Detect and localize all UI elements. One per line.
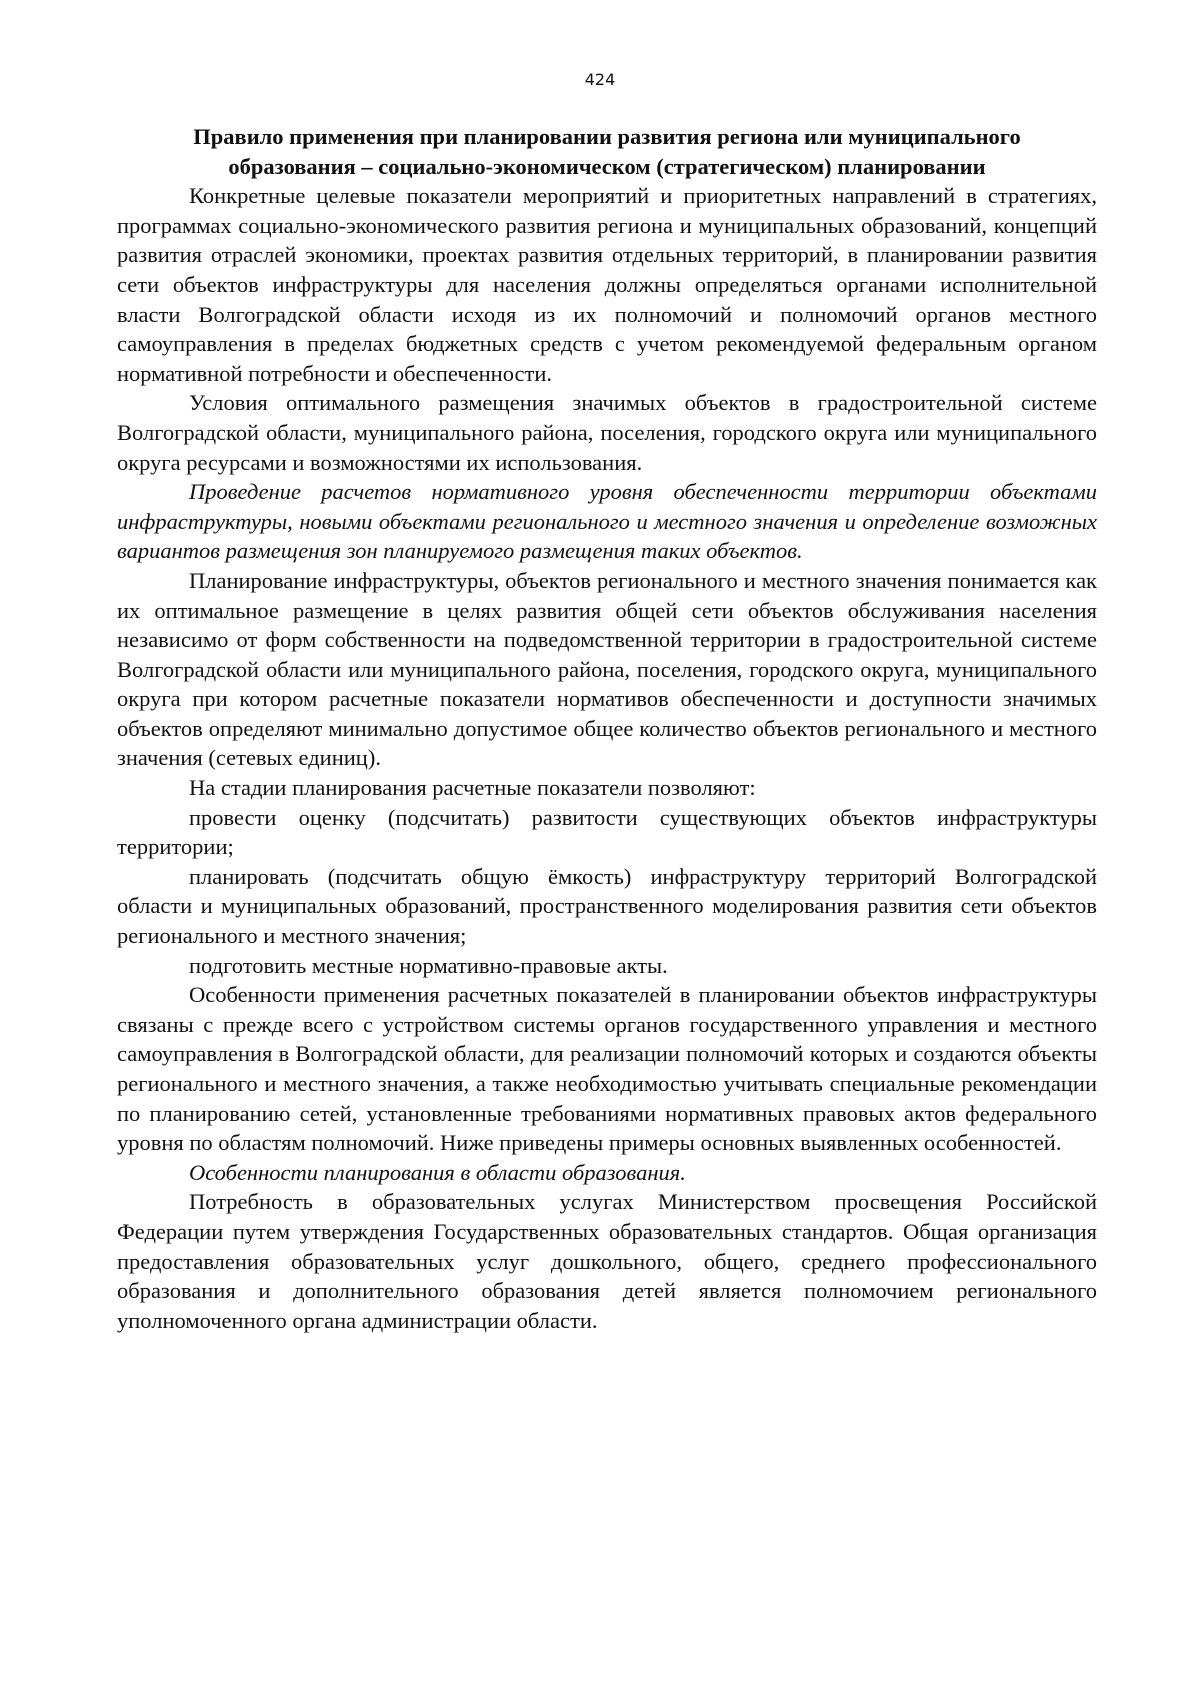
subheading-education-planning: Особенности планирования в области образования.: [189, 1159, 686, 1185]
section-heading: [117, 122, 1097, 181]
section-heading-line-1: Правило применения при планировании развития региона или муниципального: [193, 124, 1021, 149]
paragraph-planning-stage-intro: На стадии планирования расчетные показатели позволяют:: [189, 775, 756, 801]
paragraph-normative-calculations: Проведение расчетов нормативного уровня обеспеченности территории объектами инфраструктуры, новыми объектами регионального и местного значения и определение возможных вариантов размещения зон планируемого размещения таких объектов.: [117, 479, 1097, 564]
paragraph-optimal-placement-conditions: Условия оптимального размещения значимых объектов в градостроительной системе Волгоградской области, муниципального района, поселения, городского округа или муниципального округа ресурсами и возможностями их использования.: [117, 390, 1097, 475]
paragraph-application-features: Особенности применения расчетных показателей в планировании объектов инфраструктуры связаны с прежде всего с устройством системы органов государственного управления и местного самоуправления в Волгоградской области, для реализации полномочий которых и создаются объекты регионального и местного значения, а также необходимостью учитывать специальные рекомендации по планированию сетей, установленные требованиями нормативных правовых актов федерального уровня по областям полномочий. Ниже приведены примеры основных выявленных особенностей.: [117, 982, 1097, 1156]
document-body: [117, 122, 1097, 1335]
page-number: 424: [584, 70, 616, 89]
list-item-assess-development: провести оценку (подсчитать) развитости существующих объектов инфраструктуры территории;: [117, 804, 1097, 860]
list-item-plan-capacity: планировать (подсчитать общую ёмкость) инфраструктуру территорий Волгоградской области и муниципальных образований, пространственного моделирования развития сети объектов регионального и местного значения;: [117, 863, 1097, 949]
list-item-prepare-acts: подготовить местные нормативно-правовые акты.: [189, 952, 668, 978]
section-heading-line-2: образования – социально-экономическом (стратегическом) планировании: [228, 153, 986, 179]
paragraph-infrastructure-planning: Планирование инфраструктуры, объектов регионального и местного значения понимается как их оптимальное размещение в целях развития общей сети объектов обслуживания населения независимо от форм собственности на подведомственной территории в градостроительной системе Волгоградской области или муниципального района, поселения, городского округа, муниципального округа при котором расчетные показатели нормативов обеспеченности и доступности значимых объектов определяют минимально допустимое общее количество объектов регионального и местного значения (сетевых единиц).: [117, 567, 1097, 771]
paragraph-education-services: Потребность в образовательных услугах Министерством просвещения Российской Федерации путем утверждения Государственных образовательных стандартов. Общая организация предоставления образовательных услуг дошкольного, общего, среднего профессионального образования и дополнительного образования детей является полномочием регионального уполномоченного органа администрации области.: [117, 1189, 1097, 1333]
paragraph-target-indicators: Конкретные целевые показатели мероприятий и приоритетных направлений в стратегиях, программах социально-экономического развития региона и муниципальных образований, концепций развития отраслей экономики, проектах развития отдельных территорий, в планировании развития сети объектов инфраструктуры для населения должны определяться органами исполнительной власти Волгоградской области исходя из их полномочий и полномочий органов местного самоуправления в пределах бюджетных средств с учетом рекомендуемой федеральным органом нормативной потребности и обеспеченности.: [117, 183, 1097, 386]
